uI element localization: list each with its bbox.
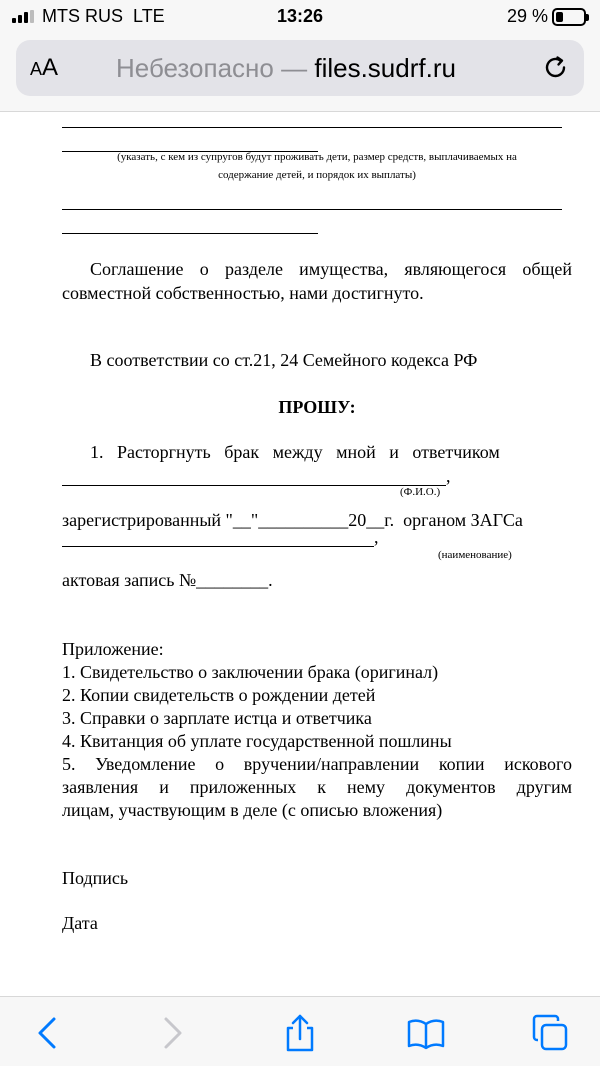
signature-label: Подпись: [62, 868, 129, 888]
browser-toolbar: [0, 996, 600, 1066]
registry-name-label: (наименование): [438, 549, 512, 561]
property-agreement-line2: совместной собственностью, нами достигнуто.: [62, 283, 424, 303]
children-note-line2: содержание детей, и порядок их выплаты): [218, 169, 416, 181]
children-note-line1: (указать, с кем из супругов будут проживать дети, размер средств, выплачиваемых на: [117, 151, 517, 163]
attachment-item: 1. Свидетельство о заключении брака (оригинал): [62, 662, 439, 682]
status-time: 13:26: [276, 6, 324, 26]
fio-blank: [62, 485, 446, 486]
reload-icon[interactable]: [542, 54, 570, 82]
attachment-item: 3. Справки о зарплате истца и ответчика: [62, 708, 372, 728]
property-agreement-line1: Соглашение о разделе имущества, являющегося общей: [90, 259, 572, 279]
insecure-connection-label: Небезопасно —: [116, 53, 308, 83]
item1-line1: 1. Расторгнуть брак между мной и ответчиком: [90, 442, 500, 462]
blank-line: [62, 127, 562, 128]
blank-line: [62, 209, 562, 210]
registry-blank: [62, 546, 374, 547]
law-reference: В соответствии со ст.21, 24 Семейного кодекса РФ: [90, 350, 478, 370]
carrier-name: MTS RUS: [42, 6, 123, 26]
url-host: files.sudrf.ru: [314, 53, 456, 83]
date-label: Дата: [62, 913, 98, 933]
battery-icon: [552, 8, 586, 26]
children-note: [62, 148, 572, 184]
document-page: [0, 113, 600, 996]
attachment-item: 4. Квитанция об уплате государственной пошлины: [62, 731, 452, 751]
attachment5-line2: заявления и приложенных к нему документов другим: [62, 777, 572, 797]
url-display[interactable]: [116, 53, 456, 84]
blank-line: [62, 233, 318, 234]
address-bar[interactable]: [16, 40, 584, 96]
item1-comma: ,: [446, 466, 451, 486]
tabs-icon[interactable]: [530, 1013, 570, 1053]
request-heading: ПРОШУ:: [278, 397, 356, 417]
attachment-item: 2. Копии свидетельств о рождении детей: [62, 685, 376, 705]
share-icon[interactable]: [280, 1013, 320, 1053]
network-type: LTE: [133, 6, 165, 26]
attachment5-line3: лицам, участвующим в деле (с описью вложения): [62, 800, 443, 820]
registered-line: зарегистрированный "__"__________20__г. органом ЗАГСа: [62, 510, 523, 530]
back-icon[interactable]: [28, 1013, 68, 1053]
text-size-button[interactable]: [30, 54, 58, 82]
status-bar: [0, 0, 600, 34]
text-size-large-glyph: A: [42, 54, 59, 81]
act-record: актовая запись №________.: [62, 570, 273, 590]
bookmarks-icon[interactable]: [406, 1013, 446, 1053]
battery-percent: 29 %: [506, 6, 548, 26]
text-size-small-glyph: A: [30, 59, 43, 79]
attachments-heading: Приложение:: [62, 639, 164, 659]
attachment5-line1: 5. Уведомление о вручении/направлении копии искового: [62, 754, 572, 774]
registry-comma: ,: [374, 527, 379, 547]
forward-icon[interactable]: [152, 1013, 192, 1053]
browser-address-area: [0, 34, 600, 112]
fio-label: (Ф.И.О.): [400, 486, 441, 498]
